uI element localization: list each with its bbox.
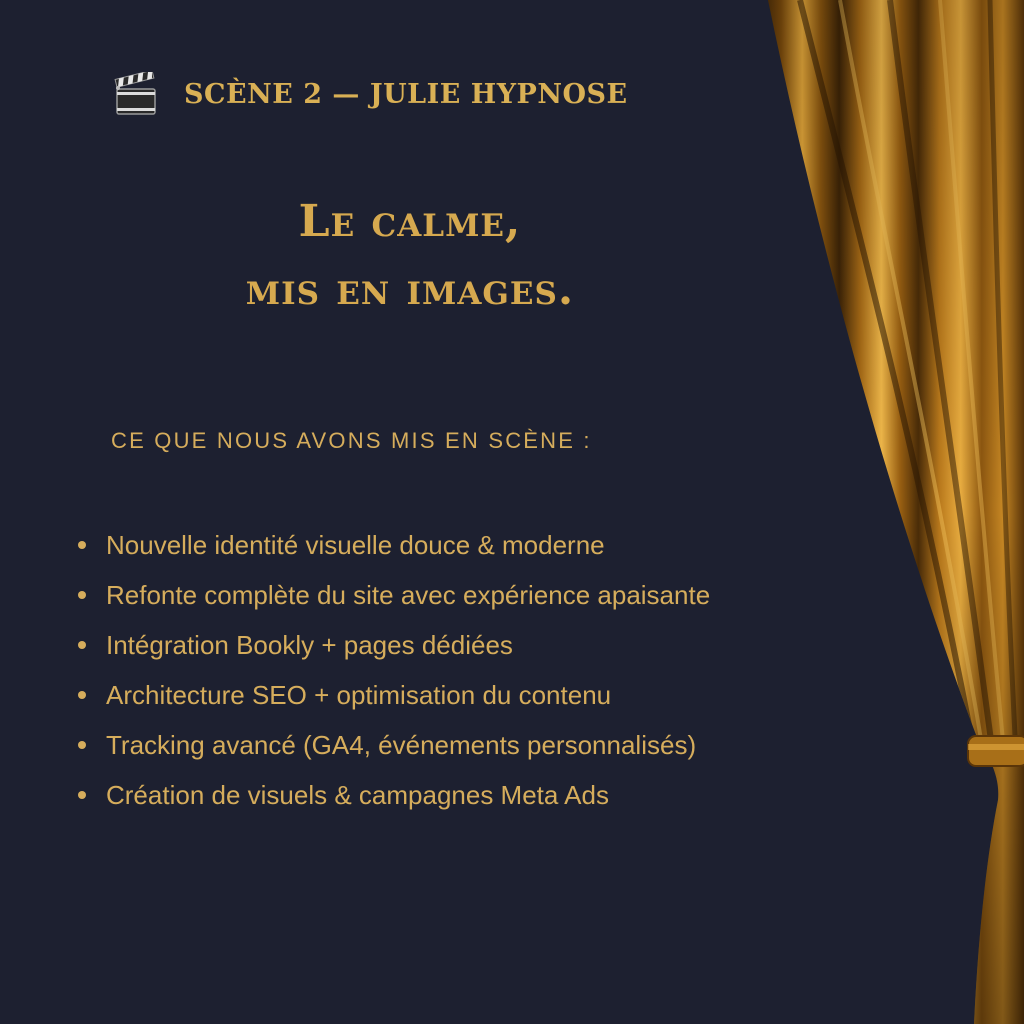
headline-line-1: Le calme, — [298, 196, 522, 247]
list-item — [78, 620, 710, 670]
headline — [150, 188, 670, 324]
list-item-text: Intégration Bookly + pages dédiées — [106, 629, 513, 660]
list-item — [78, 520, 710, 570]
clapperboard-icon — [114, 72, 158, 116]
services-list — [78, 520, 710, 820]
list-item — [78, 720, 710, 770]
bullet-dot-icon — [78, 591, 86, 599]
list-item-text: Création de visuels & campagnes Meta Ads — [106, 779, 609, 810]
section-label: CE QUE NOUS AVONS MIS EN SCÈNE : — [111, 428, 592, 453]
list-item — [78, 570, 710, 620]
list-item-text: Tracking avancé (GA4, événements personnalisés) — [106, 729, 697, 760]
bullet-dot-icon — [78, 791, 86, 799]
bullet-dot-icon — [78, 641, 86, 649]
slide-header — [114, 72, 628, 116]
list-item-text: Architecture SEO + optimisation du contenu — [106, 679, 612, 710]
bullet-dot-icon — [78, 541, 86, 549]
headline-line-2: mis en images. — [245, 264, 575, 315]
bullet-dot-icon — [78, 741, 86, 749]
scene-title: SCÈNE 2 — JULIE HYPNOSE — [184, 78, 628, 110]
bullet-dot-icon — [78, 691, 86, 699]
list-item-text: Refonte complète du site avec expérience apaisante — [106, 579, 711, 610]
gold-curtain-icon — [760, 0, 1024, 1024]
list-item — [78, 770, 710, 820]
list-item — [78, 670, 710, 720]
list-item-text: Nouvelle identité visuelle douce & moderne — [106, 529, 605, 560]
